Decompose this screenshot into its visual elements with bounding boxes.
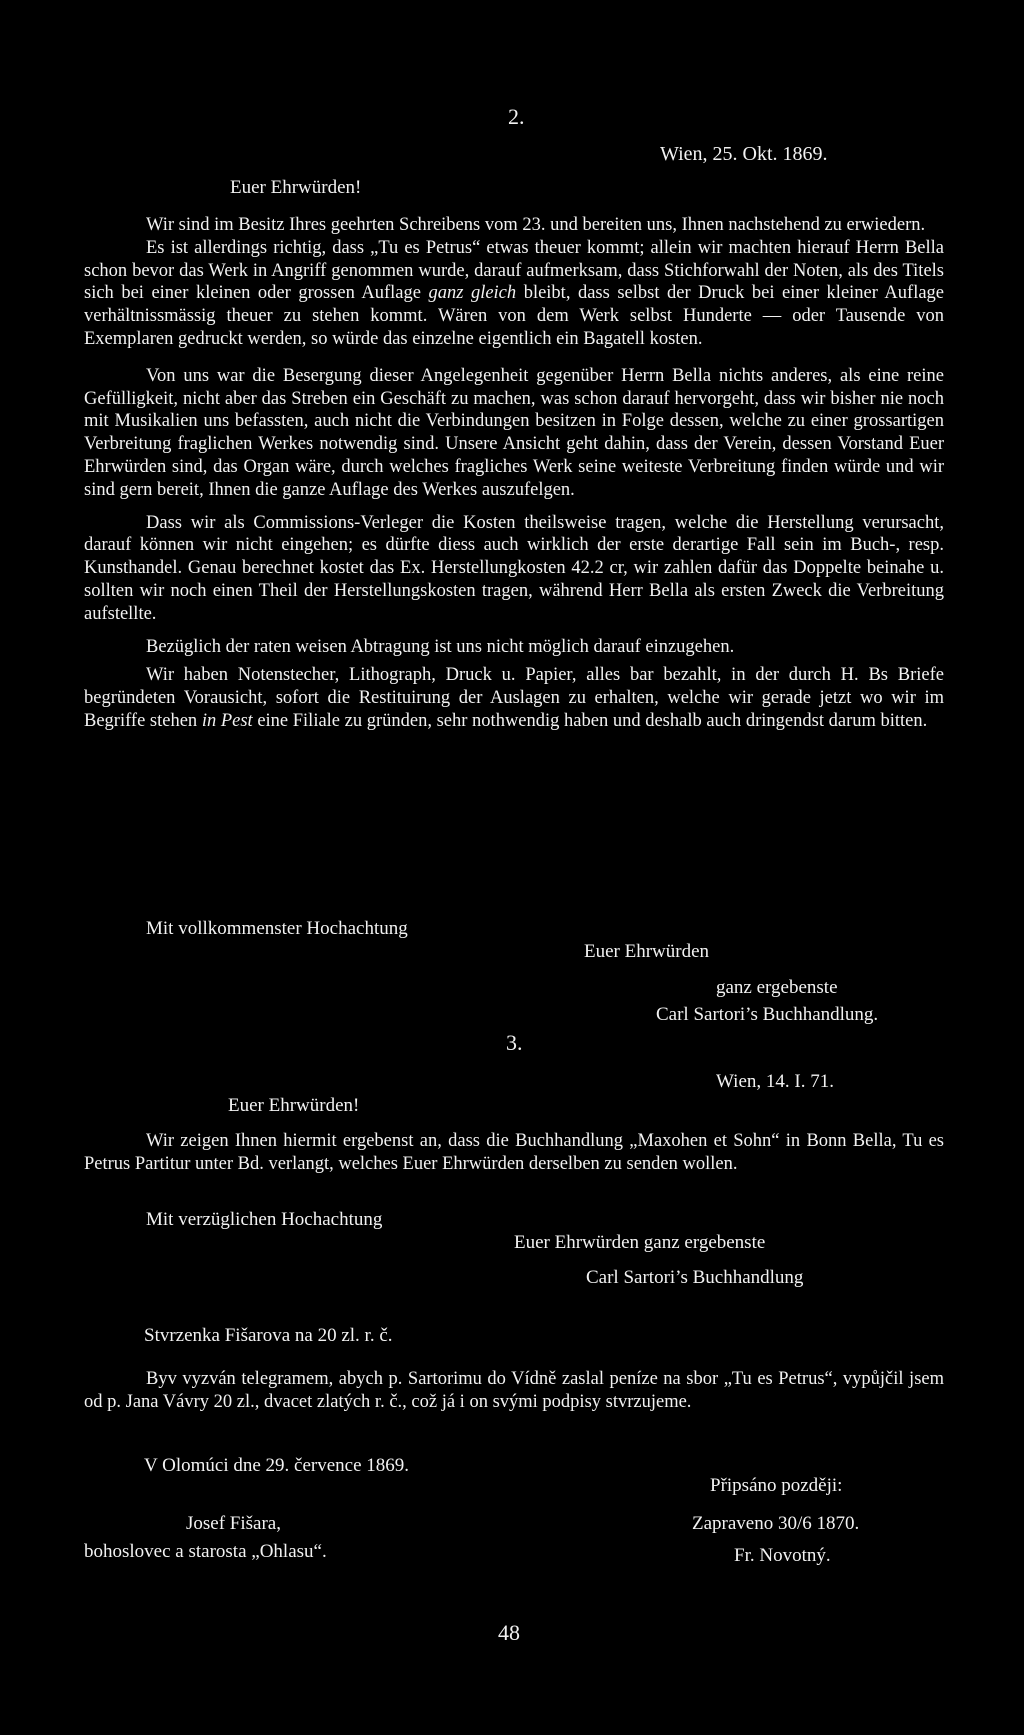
letter-number: 3. [506,1030,523,1055]
added-label: Připsáno později: [710,1475,843,1496]
paid-signature: Fr. Novotný. [734,1545,831,1566]
letter-number: 2. [508,104,525,129]
receipt-title: Stvrzenka Fišarova na 20 zl. r. č. [144,1325,393,1346]
letter-date: Wien, 25. Okt. 1869. [660,143,828,165]
paid-note: Zapraveno 30/6 1870. [692,1513,860,1534]
signature-line: Euer Ehrwürden ganz ergebenste [514,1232,766,1253]
salutation: Euer Ehrwürden! [230,177,362,198]
letter-date: Wien, 14. I. 71. [716,1071,834,1092]
closing: Mit vollkommenster Hochachtung [146,918,408,939]
page-number: 48 [498,1620,520,1645]
letter-body [84,214,944,733]
paragraph: Von uns war die Besergung dieser Angelegenheit gegenüber Herrn Bella nichts anderes, als eine reine Gefülligkeit, nicht aber das Streben ein Geschäft zu machen, was schon darauf hervorgeht, dass wir bisher nie noch mit Musikalien uns befassten, auch nicht die Verbindungen besitzen in Folge dessen, welche zu einer grossartigen Verbreitung fraglichen Werkes notwendig sind. Unsere Ansicht geht dahin, dass der Verein, dessen Vorstand Euer Ehrwürden sind, das Organ wäre, durch welches fragliches Werk seine weiteste Verbreitung finden würde und wir sind gern bereit, Ihnen die ganze Auflage des Werkes auszufelgen. [84,365,944,500]
signature-line: Carl Sartori’s Buchhandlung. [656,1004,879,1025]
signature-name: Josef Fišara, [186,1513,281,1534]
paragraph: Es ist allerdings richtig, dass „Tu es Petrus“ etwas theuer kommt; allein wir machten hierauf Herrn Bella schon bevor das Werk in Angriff genommen wurde, darauf aufmerksam, dass Stichforwahl der Noten, als des Titels sich bei einer kleinen oder grossen Auflage ganz gleich bleibt, dass selbst der Druck bei einer kleiner Auflage verhältnissmässig theuer zu stehen kommt. Wären von dem Werk selbst Hunderte — oder Tausende von Exemplaren gedruckt werden, so würde das einzelne eigentlich ein Bagatell kosten. [84,237,945,349]
closing: Mit verzüglichen Hochachtung [146,1209,383,1230]
signature-title: bohoslovec a starosta „Ohlasu“. [84,1541,327,1562]
salutation: Euer Ehrwürden! [228,1095,360,1116]
signature-line: Carl Sartori’s Buchhandlung [586,1267,804,1288]
paragraph: Wir zeigen Ihnen hiermit ergebenst an, dass die Buchhandlung „Maxohen et Sohn“ in Bonn Bella, Tu es Petrus Partitur unter Bd. verlangt, welches Euer Ehrwürden derselben zu senden wollen. [84,1131,944,1174]
paragraph: Dass wir als Commissions-Verleger die Kosten theilsweise tragen, welche die Herstellung verursacht, darauf können wir nicht eingehen; es dürfte diess auch wirklich der erste derartige Fall sein im Buch-, resp. Kunsthandel. Genau berechnet kostet das Ex. Herstellungkosten 42.2 cr, wir zahlen dafür das Doppelte beinahe u. sollten wir noch einen Theil der Herstellungskosten tragen, während Herr Bella als ersten Zweck die Verbreitung aufstellte. [84,512,944,624]
receipt-body [84,1368,944,1414]
paragraph: Byv vyzván telegramem, abych p. Sartorimu do Vídně zaslal peníze na sbor „Tu es Petrus“, vypůjčil jsem od p. Jana Vávry 20 zl., dvacet zlatých r. č., což já i on svými podpisy stvrzujeme. [84,1369,944,1412]
paragraph: Wir haben Notenstecher, Lithograph, Druck u. Papier, alles bar bezahlt, in der durch H. Bs Briefe begründeten Vorausicht, sofort die Restituirung der Auslagen zu erhalten, welche wir gerade jetzt wo wir im Begriffe stehen in Pest eine Filiale zu gründen, sehr nothwendig haben und deshalb auch dringendst darum bitten. [84,665,944,731]
letter-body [84,1130,944,1176]
place-date: V Olomúci dne 29. července 1869. [144,1455,410,1476]
paragraph: Wir sind im Besitz Ihres geehrten Schreibens vom 23. und bereiten uns, Ihnen nachstehend zu erwiedern. [146,215,926,235]
emphasis: in Pest [201,710,253,731]
signature-line: ganz ergebenste [716,977,838,998]
signature-line: Euer Ehrwürden [584,941,710,962]
emphasis: ganz gleich [428,283,517,304]
paragraph: Bezüglich der raten weisen Abtragung ist uns nicht möglich darauf einzugehen. [146,636,735,657]
